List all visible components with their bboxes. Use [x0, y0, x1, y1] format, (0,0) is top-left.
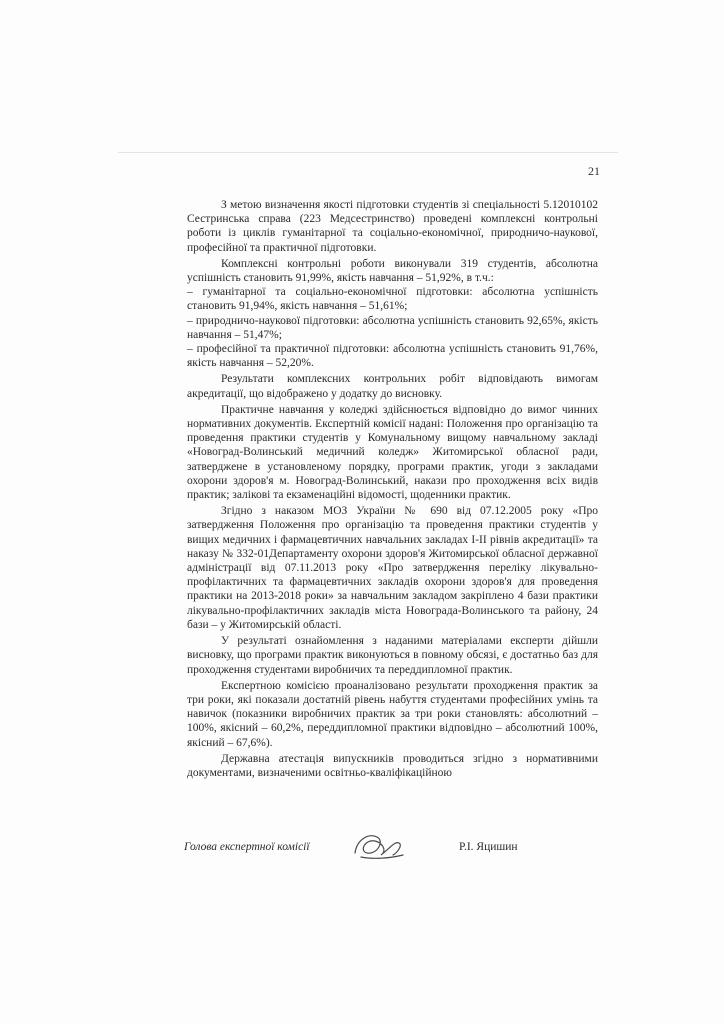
- page-top-edge: [118, 152, 618, 153]
- signatory-name: Р.І. Яцишин: [459, 841, 518, 853]
- paragraph: Практичне навчання у коледжі здійснюється відповідно до вимог чинних нормативних документів. Експертній комісії надані: Положення про організацію та проведення практики студентів у Комунальному вищому навчальному закладі «Новоград-Волинський медичний коледж» Житомирської обласної ради, затверджене в установленому порядку, програми практик, угоди з закладами охорони здоров'я м. Новоград-Волинський, накази про проходження всіх видів практик; залікові та екзаменаційні відомості, щоденники практик.: [187, 403, 598, 502]
- paragraph: – гуманітарної та соціально-економічної підготовки: абсолютна успішність становить 91,94%, якість навчання – 51,61%;: [187, 286, 598, 313]
- paragraph: Результати комплексних контрольних робіт відповідають вимогам акредитації, що відображено у додатку до висновку.: [187, 373, 598, 400]
- page-number: 21: [588, 164, 600, 178]
- document-body: [187, 198, 598, 780]
- paragraph: – природничо-наукової підготовки: абсолютна успішність становить 92,65%, якість навчання – 51,47%;: [187, 314, 598, 341]
- paragraph: Згідно з наказом МОЗ України № 690 від 07.12.2005 року «Про затвердження Положення про організацію та проведення практики студентів у вищих медичних і фармацевтичних навчальних закладах І-ІІ рівнів акредитації» та наказу № 332-01Департаменту охорони здоров'я Житомирської обласної державної адміністрації від 07.11.2013 року «Про затвердження переліку лікувально-профілактичних та фармацевтичних закладів охорони здоров'я для проведення практики на 2013-2018 роки» за навчальним закладом закріплено 4 бази практики лікувально-профілактичних закладів міста Новограда-Волинського та району, 24 бази – у Житомирській області.: [187, 505, 598, 631]
- signature-block: [184, 833, 598, 863]
- paragraph: – професійної та практичної підготовки: абсолютна успішність становить 91,76%, якість навчання – 52,20%.: [187, 343, 598, 370]
- paragraph: У результаті ознайомлення з наданими матеріалами експерти дійшли висновку, що програми практик виконуються в повному обсязі, є достатньо баз для проходження студентами виробничих та переддипломної практик.: [187, 635, 598, 676]
- handwritten-signature: [347, 829, 407, 863]
- paragraph: Державна атестація випускників проводиться згідно з нормативними документами, визначеними освітньо-кваліфікаційною: [187, 752, 598, 779]
- paragraph: З метою визначення якості підготовки студентів зі спеціальності 5.12010102 Сестринська справа (223 Медсестринство) проведені комплексні контрольні роботи із циклів гуманітарної та соціально-економічної, природничо-наукової, професійної та практичної підготовки.: [187, 199, 598, 254]
- paragraph: Експертною комісією проаналізовано результати проходження практик за три роки, які показали достатній рівень набуття студентами професійних умінь та навичок (показники виробничих практик за три роки становлять: абсолютний – 100%, якісний – 60,2%, переддипломної практики відповідно – абсолютний 100%, якісний – 67,6%).: [187, 679, 598, 749]
- paragraph: Комплексні контрольні роботи виконували 319 студентів, абсолютна успішність становить 91,99%, якість навчання – 51,92%, в т.ч.:: [187, 257, 598, 285]
- signatory-title: Голова експертної комісії: [184, 841, 310, 853]
